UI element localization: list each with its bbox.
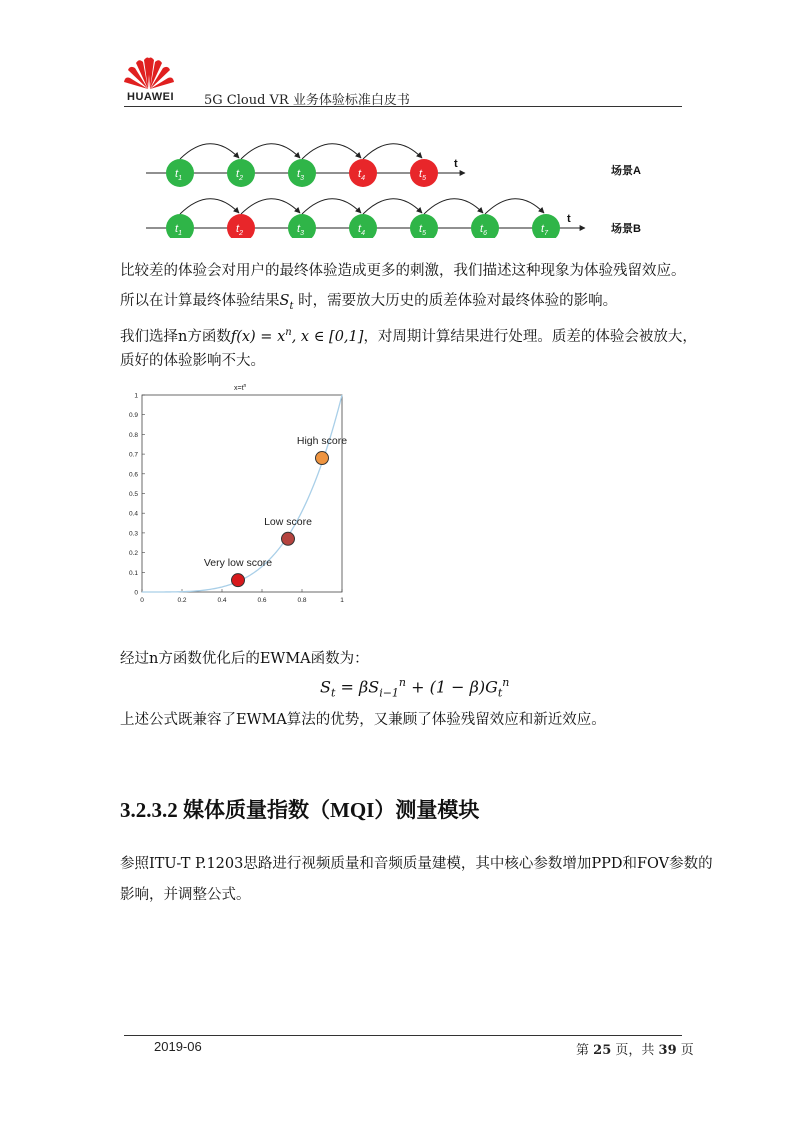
transition-arrow — [302, 199, 361, 214]
time-node-label: $t_1$ — [175, 168, 182, 182]
time-node — [166, 159, 194, 187]
st-subscript: t — [289, 300, 294, 312]
x-tick-label: 0.6 — [257, 597, 267, 604]
time-node-label: $t_2$ — [236, 168, 243, 182]
timeline-axis-label: t — [454, 158, 458, 170]
score-point — [232, 574, 245, 587]
scenario-a-row — [146, 144, 465, 187]
paragraph-8: 影响，并调整公式。 — [120, 887, 251, 903]
footer-page-number: 25 — [593, 1043, 612, 1058]
paragraph-2-pre: 所以在计算最终体验结果 — [120, 293, 280, 309]
paragraph-7: 参照ITU-T P.1203思路进行视频质量和音频质量建模，其中核心参数增加PPD和FOV参数的 — [120, 856, 713, 872]
time-node — [410, 159, 438, 187]
formula-s-sub: i−1 — [379, 686, 399, 700]
formula-lhs-sub: t — [330, 686, 336, 700]
formula-mid: + (1 − β)G — [406, 677, 498, 697]
ewma-formula — [320, 676, 509, 700]
score-point — [282, 532, 295, 545]
power-function: f(x) = x — [230, 328, 286, 345]
footer-date: 2019-06 — [154, 1039, 202, 1054]
y-tick-label: 0 — [134, 589, 138, 597]
footer-rule — [124, 1035, 682, 1036]
paragraph-3-pre: 我们选择n方函数 — [120, 328, 231, 345]
paragraph-1: 比较差的体验会对用户的最终体验造成更多的刺激，我们描述这种现象为体验残留效应。 — [120, 263, 686, 279]
formula-sup-1: n — [398, 676, 407, 689]
time-node-label: $t_5$ — [419, 168, 426, 182]
time-node-label: $t_1$ — [175, 223, 182, 237]
paragraph-2-post: 时，需要放大历史的质差体验对最终体验的影响。 — [293, 293, 618, 309]
footer-page-pre: 第 — [576, 1043, 590, 1058]
footer-page-mid: 页，共 — [615, 1043, 655, 1058]
experience-sequence-diagram — [120, 128, 680, 238]
time-node-label: $t_2$ — [236, 223, 243, 237]
header-rule — [124, 106, 682, 107]
huawei-logo — [124, 56, 174, 104]
time-node — [288, 159, 316, 187]
time-node-label: $t_3$ — [297, 223, 304, 237]
transition-arrow — [302, 144, 361, 159]
transition-arrow — [363, 199, 422, 214]
chart-title: $x=t^n$ — [234, 383, 247, 392]
y-tick-label: 0.2 — [128, 550, 138, 558]
transition-arrow — [241, 199, 300, 214]
time-node-label: $t_7$ — [541, 223, 548, 237]
section-number: 3.2.3.2 — [120, 798, 178, 822]
x-tick-label: 0.2 — [177, 597, 187, 604]
power-curve-chart — [116, 378, 356, 618]
paragraph-3-post: ，对周期计算结果进行处理。质差的体验会被放大， — [363, 328, 697, 345]
time-node — [227, 159, 255, 187]
x-axis-ticks — [140, 589, 344, 604]
x-tick-label: 0 — [140, 597, 144, 604]
paragraph-2 — [120, 286, 617, 322]
scenario-b-row — [146, 199, 585, 238]
huawei-flower-icon — [124, 56, 174, 90]
x-tick-label: 0.4 — [217, 597, 227, 604]
transition-arrow — [424, 199, 483, 214]
y-tick-label: 0.1 — [128, 569, 138, 577]
formula-sup-2: n — [502, 676, 510, 689]
y-tick-label: 0.4 — [128, 510, 138, 518]
y-tick-label: 0.5 — [128, 491, 138, 498]
y-tick-label: 0.3 — [128, 530, 138, 538]
formula-eq: = βS — [335, 677, 380, 697]
score-point-label: Low score — [264, 515, 312, 528]
timeline-axis-label: t — [567, 213, 571, 225]
document-title: 5G Cloud VR 业务体验标准白皮书 — [204, 93, 410, 108]
footer-page-total: 39 — [658, 1043, 677, 1058]
scenario-a-label: 场景A — [611, 165, 641, 177]
time-node — [349, 159, 377, 187]
transition-arrow — [485, 199, 544, 214]
time-node-label: $t_4$ — [358, 168, 365, 182]
transition-arrow — [363, 144, 422, 159]
st-variable: S — [279, 293, 290, 309]
paragraph-5: 经过n方函数优化后的EWMA函数为： — [120, 651, 369, 667]
score-points — [204, 435, 347, 587]
domain-expression: , x ∈ [0,1] — [291, 328, 364, 345]
x-tick-label: 1 — [340, 597, 344, 604]
time-node-label: $t_4$ — [358, 223, 365, 237]
y-tick-label: 0.6 — [128, 471, 138, 479]
formula-g-sub: t — [497, 686, 503, 700]
brand-text: HUAWEI — [127, 91, 174, 103]
footer-page-post: 页 — [680, 1043, 694, 1058]
power-exponent: n — [285, 327, 292, 338]
paragraph-4: 质好的体验影响不大。 — [120, 353, 265, 369]
formula-lhs: S — [320, 677, 331, 697]
score-point — [316, 452, 329, 465]
paragraph-6: 上述公式既兼容了EWMA算法的优势，又兼顾了体验残留效应和新近效应。 — [120, 712, 606, 728]
y-tick-label: 1 — [134, 392, 138, 400]
score-point-label: High score — [296, 435, 348, 448]
section-title: 媒体质量指数（MQI）测量模块 — [183, 798, 480, 822]
time-node-label: $t_6$ — [480, 223, 487, 237]
scenario-b-label: 场景B — [611, 223, 641, 235]
transition-arrow — [180, 199, 239, 214]
time-node-label: $t_3$ — [297, 168, 304, 182]
section-heading — [120, 794, 479, 824]
y-axis-ticks — [129, 393, 145, 597]
y-tick-label: 0.8 — [128, 431, 138, 439]
time-node-label: $t_5$ — [419, 223, 426, 237]
transition-arrow — [180, 144, 239, 159]
y-tick-label: 0.9 — [128, 412, 138, 420]
footer-page-info — [576, 1039, 694, 1058]
y-tick-label: 0.7 — [128, 451, 138, 459]
score-point-label: Very low score — [203, 557, 273, 570]
x-tick-label: 0.8 — [297, 597, 307, 604]
transition-arrow — [241, 144, 300, 159]
